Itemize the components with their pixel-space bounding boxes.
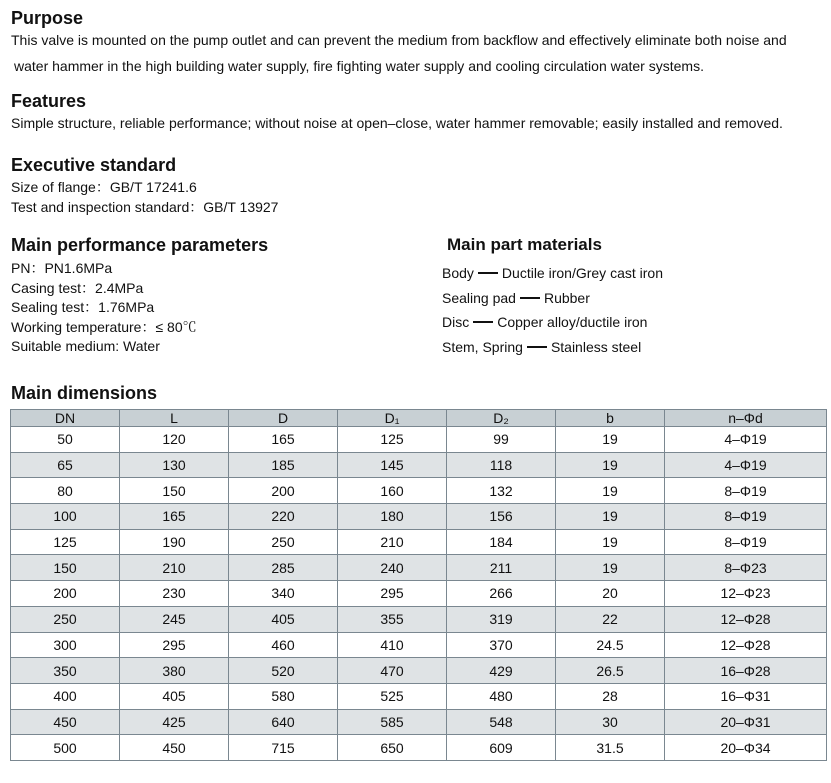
- table-cell: 145: [338, 452, 447, 478]
- table-row: [11, 478, 827, 504]
- table-cell: 16–Φ28: [665, 658, 827, 684]
- table-cell: 190: [120, 529, 229, 555]
- table-cell: 715: [229, 735, 338, 761]
- part-name: Disc: [442, 314, 470, 330]
- table-cell: 160: [338, 478, 447, 504]
- table-cell: 20: [556, 581, 665, 607]
- table-cell: 580: [229, 683, 338, 709]
- table-cell: 8–Φ19: [665, 504, 827, 530]
- executive-standard-heading: Executive standard: [11, 155, 177, 175]
- table-cell: 220: [229, 504, 338, 530]
- flange-standard-text: Size of flange：GB/T 17241.6: [11, 179, 197, 195]
- purpose-heading: Purpose: [11, 8, 84, 28]
- material-item-disc: [442, 310, 663, 335]
- performance-parameters-heading: Main performance parameters: [11, 235, 269, 255]
- table-cell: 340: [229, 581, 338, 607]
- table-cell: 19: [556, 555, 665, 581]
- column-header: DN: [11, 410, 120, 427]
- part-name: Stem, Spring: [442, 338, 523, 355]
- table-cell: 609: [447, 735, 556, 761]
- part-materials-list: [442, 261, 663, 359]
- features-heading: Features: [11, 91, 87, 111]
- table-cell: 12–Φ28: [665, 606, 827, 632]
- table-row: [11, 709, 827, 735]
- table-cell: 400: [11, 683, 120, 709]
- table-cell: 319: [447, 606, 556, 632]
- table-cell: 211: [447, 555, 556, 581]
- table-cell: 31.5: [556, 735, 665, 761]
- table-cell: 425: [120, 709, 229, 735]
- table-row: [11, 529, 827, 555]
- table-cell: 355: [338, 606, 447, 632]
- part-name: Sealing pad: [442, 289, 516, 306]
- table-cell: 8–Φ23: [665, 555, 827, 581]
- table-cell: 24.5: [556, 632, 665, 658]
- table-row: [11, 683, 827, 709]
- table-cell: 125: [338, 427, 447, 453]
- table-cell: 19: [556, 452, 665, 478]
- table-cell: 12–Φ23: [665, 581, 827, 607]
- table-row: [11, 555, 827, 581]
- table-cell: 132: [447, 478, 556, 504]
- table-cell: 295: [120, 632, 229, 658]
- table-header-row: [11, 410, 827, 427]
- purpose-text-line-1: This valve is mounted on the pump outlet and can prevent the medium from backflow and effectively eliminate both noise and: [11, 32, 787, 48]
- table-cell: 405: [229, 606, 338, 632]
- table-cell: 450: [11, 709, 120, 735]
- table-cell: 50: [11, 427, 120, 453]
- table-cell: 16–Φ31: [665, 683, 827, 709]
- table-cell: 185: [229, 452, 338, 478]
- material-item-sealing-pad: [442, 286, 663, 311]
- table-row: [11, 581, 827, 607]
- table-cell: 548: [447, 709, 556, 735]
- column-header: D₁: [338, 410, 447, 427]
- table-cell: 20–Φ34: [665, 735, 827, 761]
- table-cell: 200: [11, 581, 120, 607]
- table-cell: 65: [11, 452, 120, 478]
- main-dimensions-heading: Main dimensions: [11, 383, 158, 403]
- column-header: D₂: [447, 410, 556, 427]
- part-name: Body: [442, 265, 474, 281]
- table-cell: 165: [229, 427, 338, 453]
- material-item-body: [442, 261, 663, 286]
- table-cell: 19: [556, 478, 665, 504]
- table-cell: 80: [11, 478, 120, 504]
- parameter-casing-test: Casing test：2.4MPa: [11, 279, 144, 296]
- table-cell: 30: [556, 709, 665, 735]
- table-cell: 370: [447, 632, 556, 658]
- table-cell: 650: [338, 735, 447, 761]
- table-cell: 28: [556, 683, 665, 709]
- table-cell: 150: [120, 478, 229, 504]
- table-cell: 480: [447, 683, 556, 709]
- table-cell: 19: [556, 529, 665, 555]
- table-cell: 156: [447, 504, 556, 530]
- table-cell: 19: [556, 427, 665, 453]
- table-cell: 184: [447, 529, 556, 555]
- table-row: [11, 632, 827, 658]
- column-header: L: [120, 410, 229, 427]
- dash-separator: [473, 321, 493, 323]
- table-cell: 99: [447, 427, 556, 453]
- table-cell: 585: [338, 709, 447, 735]
- table-cell: 8–Φ19: [665, 529, 827, 555]
- table-cell: 200: [229, 478, 338, 504]
- parameter-suitable-medium: Suitable medium: Water: [11, 338, 160, 354]
- table-cell: 285: [229, 555, 338, 581]
- parameter-sealing-test: Sealing test：1.76MPa: [11, 299, 155, 315]
- table-cell: 8–Φ19: [665, 478, 827, 504]
- part-material: Ductile iron/Grey cast iron: [501, 265, 663, 281]
- dash-separator: [527, 346, 547, 348]
- table-cell: 295: [338, 581, 447, 607]
- part-material: Copper alloy/ductile iron: [497, 314, 648, 330]
- part-materials-heading: Main part materials: [447, 235, 602, 254]
- purpose-text-line-2: water hammer in the high building water supply, fire fighting water supply and cooling circulation water systems.: [14, 58, 704, 74]
- table-cell: 429: [447, 658, 556, 684]
- table-row: [11, 735, 827, 761]
- table-row: [11, 606, 827, 632]
- table-row: [11, 427, 827, 453]
- table-cell: 250: [229, 529, 338, 555]
- table-cell: 525: [338, 683, 447, 709]
- table-cell: 22: [556, 606, 665, 632]
- table-cell: 460: [229, 632, 338, 658]
- dash-separator: [478, 272, 498, 274]
- table-cell: 165: [120, 504, 229, 530]
- part-material: Rubber: [543, 289, 590, 306]
- table-cell: 130: [120, 452, 229, 478]
- table-cell: 266: [447, 581, 556, 607]
- table-cell: 210: [120, 555, 229, 581]
- table-cell: 12–Φ28: [665, 632, 827, 658]
- column-header: b: [556, 410, 665, 427]
- table-cell: 245: [120, 606, 229, 632]
- parameter-working-temperature: Working temperature：≤ 80℃: [11, 318, 197, 335]
- dash-separator: [520, 297, 540, 299]
- parameter-pn: PN：PN1.6MPa: [11, 260, 113, 276]
- table-row: [11, 504, 827, 530]
- table-cell: 640: [229, 709, 338, 735]
- dimensions-table: [10, 409, 827, 761]
- table-cell: 150: [11, 555, 120, 581]
- table-cell: 20–Φ31: [665, 709, 827, 735]
- table-cell: 4–Φ19: [665, 427, 827, 453]
- material-item-stem-spring: [442, 335, 663, 360]
- table-cell: 470: [338, 658, 447, 684]
- column-header: D: [229, 410, 338, 427]
- table-cell: 19: [556, 504, 665, 530]
- table-cell: 405: [120, 683, 229, 709]
- table-cell: 118: [447, 452, 556, 478]
- table-cell: 300: [11, 632, 120, 658]
- table-body: [11, 427, 827, 761]
- table-cell: 4–Φ19: [665, 452, 827, 478]
- table-cell: 210: [338, 529, 447, 555]
- table-cell: 125: [11, 529, 120, 555]
- table-cell: 500: [11, 735, 120, 761]
- table-cell: 230: [120, 581, 229, 607]
- table-cell: 240: [338, 555, 447, 581]
- features-text: Simple structure, reliable performance; without noise at open–close, water hammer removable; easily installed and removed.: [11, 115, 783, 131]
- table-cell: 26.5: [556, 658, 665, 684]
- table-cell: 100: [11, 504, 120, 530]
- table-cell: 380: [120, 658, 229, 684]
- part-material: Stainless steel: [550, 338, 642, 355]
- table-cell: 520: [229, 658, 338, 684]
- column-header: n–Φd: [665, 410, 827, 427]
- table-cell: 180: [338, 504, 447, 530]
- table-cell: 120: [120, 427, 229, 453]
- table-cell: 350: [11, 658, 120, 684]
- table-cell: 250: [11, 606, 120, 632]
- table-cell: 450: [120, 735, 229, 761]
- table-row: [11, 452, 827, 478]
- table-row: [11, 658, 827, 684]
- performance-parameters-list: [11, 259, 197, 357]
- table-cell: 410: [338, 632, 447, 658]
- inspection-standard-text: Test and inspection standard：GB/T 13927: [11, 199, 279, 215]
